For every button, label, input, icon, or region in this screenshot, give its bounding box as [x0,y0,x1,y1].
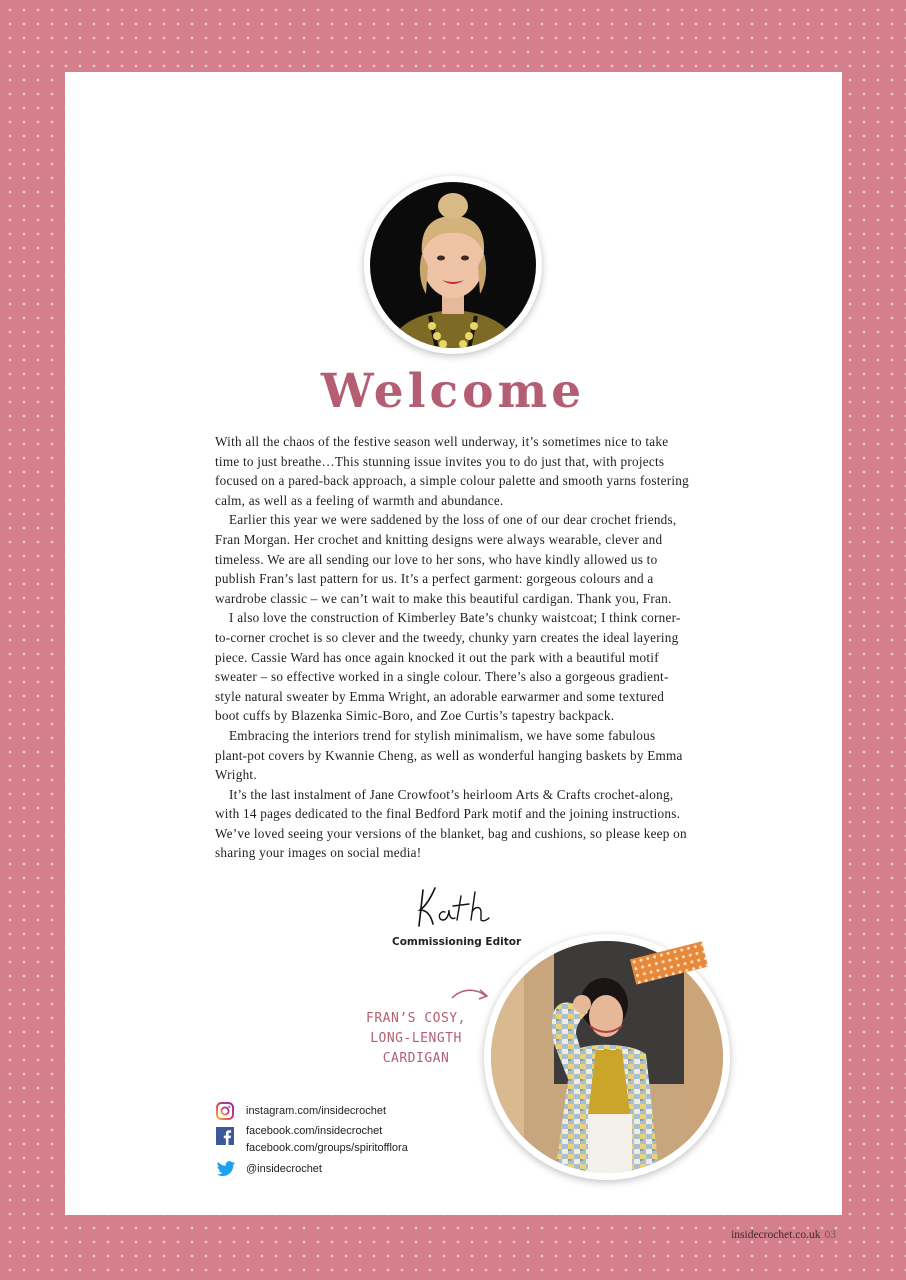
facebook-group-link[interactable]: facebook.com/groups/spiritofflora [246,1142,408,1154]
facebook-links[interactable] [216,1121,408,1159]
twitter-icon [216,1161,236,1178]
cardigan-photo [484,934,730,1180]
caption-line: LONG-LENGTH [370,1031,462,1046]
page-title: Welcome [320,364,586,419]
instagram-link[interactable] [216,1102,408,1121]
instagram-handle: instagram.com/insidecrochet [246,1105,387,1117]
page-footer [731,1229,836,1241]
editorial-body [215,432,690,863]
twitter-handle: @insidecrochet [246,1163,322,1175]
paragraph: It’s the last instalment of Jane Crowfoot’s heirloom Arts & Crafts crochet-along, with 14 pages dedicated to the final Bedford Park motif and the joining instructions. We’ve loved seeing your versions of the blanket, bag and cushions, so please keep on sharing your images on social media! [215,786,687,861]
site-url[interactable]: insidecrochet.co.uk [731,1229,821,1241]
paragraph: I also love the construction of Kimberley Bate’s chunky waistcoat; I think corner-to-corner crochet is so clever and the tweedy, chunky yarn creates the ideal layering piece. Cassie Ward has once again knocked it out the park with a beautiful motif sweater – so effective worked in a single colour. There’s also a gorgeous gradient-style natural sweater by Emma Wright, an adorable earwarmer and some textured boot cuffs by Blazenka Simic-Boro, and Zoe Curtis’s tapestry backpack. [215,610,681,724]
facebook-icon [216,1127,234,1145]
paragraph: Earlier this year we were saddened by the loss of one of our dear crochet friends, Fran Morgan. Her crochet and knitting designs were always wearable, clever and timeless. We are all sending our love to her sons, who have kindly allowed us to publish Fran’s last pattern for us. It’s a perfect garment: gorgeous colours and a wardrobe classic – we can’t wait to make this beautiful cardigan. Thank you, Fran. [215,512,677,606]
paragraph: Embracing the interiors trend for stylish minimalism, we have some fabulous plant-pot covers by Kwannie Cheng, as well as wonderful hanging baskets by Emma Wright. [215,727,683,783]
editor-title: Commissioning Editor [392,936,522,948]
instagram-icon [216,1102,234,1120]
caption-line: CARDIGAN [382,1051,450,1066]
caption-line: FRAN’S COSY, [366,1011,466,1026]
editor-signature [405,880,505,930]
page-number: 03 [824,1229,836,1241]
facebook-page-link[interactable]: facebook.com/insidecrochet [246,1125,383,1137]
social-links [216,1102,408,1179]
editor-portrait [364,176,542,354]
cardigan-caption [352,1009,480,1069]
twitter-link[interactable] [216,1160,408,1179]
paragraph: With all the chaos of the festive season well underway, it’s sometimes nice to take time to just breathe…This stunning issue invites you to do just that, with projects focused on a pared-back approach, a simple colour palette and smooth yarns fostering calm, as well as a feeling of warmth and abundance. [215,434,689,508]
